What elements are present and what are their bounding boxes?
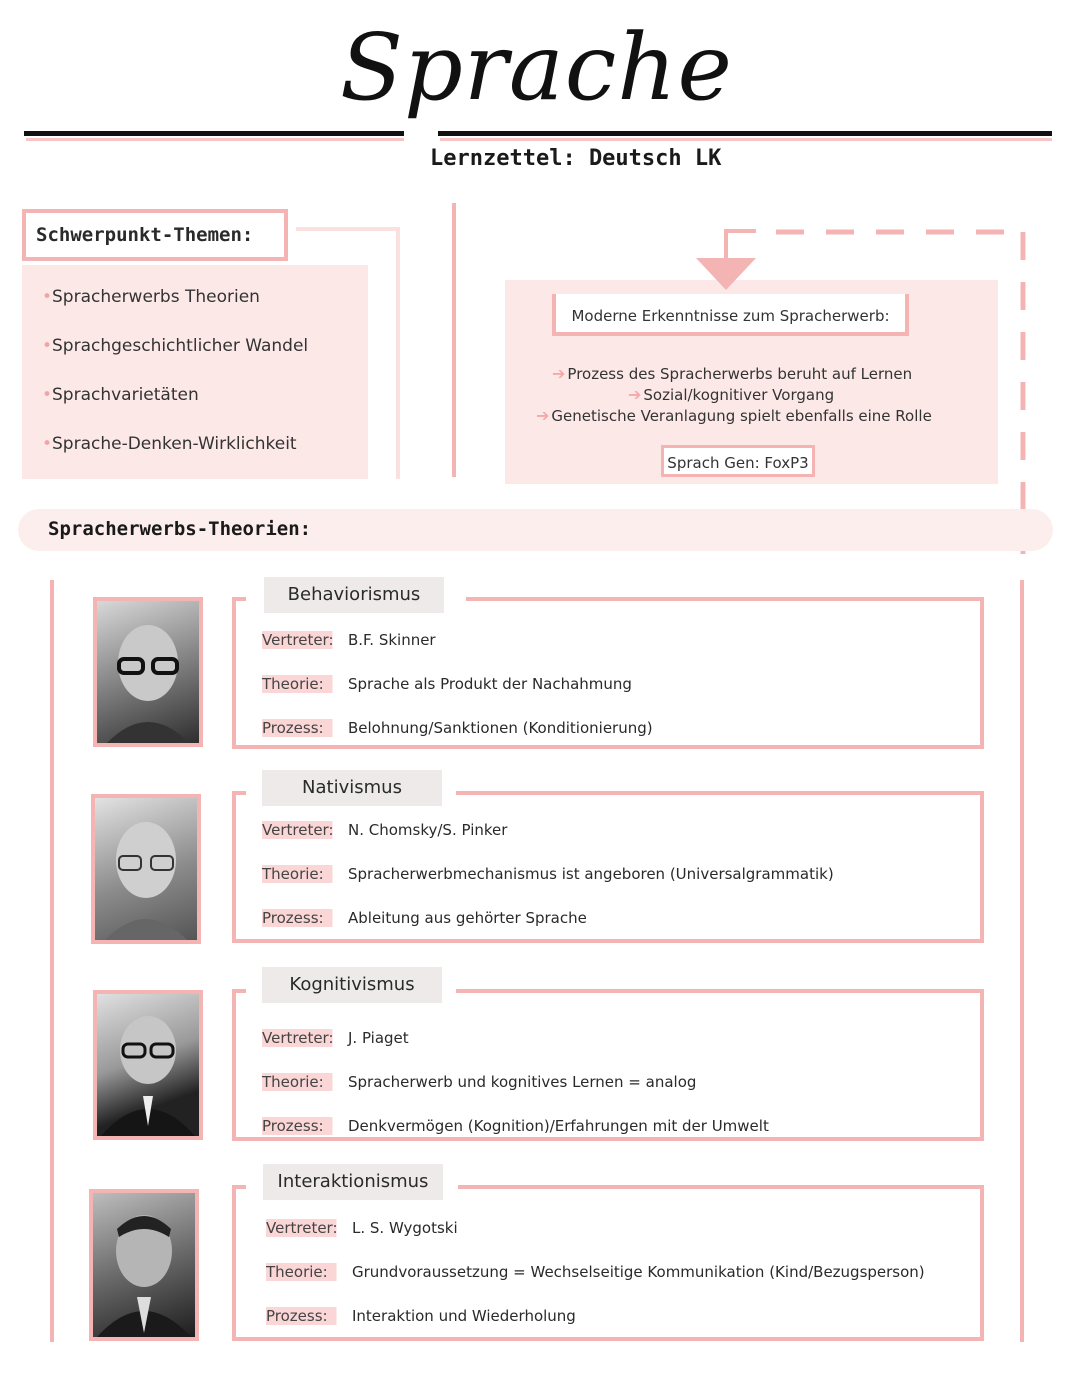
theorie-row: Theorie: Sprache als Produkt der Nachahmung bbox=[262, 675, 632, 693]
portrait-wygotski bbox=[89, 1189, 199, 1341]
knowledge-line: ➔ Genetische Veranlagung spielt ebenfalls eine Rolle bbox=[536, 406, 932, 425]
theorie-row: Theorie: Spracherwerbmechanismus ist angeboren (Universalgrammatik) bbox=[262, 865, 834, 883]
theory-tab: Nativismus bbox=[262, 770, 442, 806]
person-icon bbox=[93, 1193, 195, 1337]
topic-item: • Sprache-Denken-Wirklichkeit bbox=[52, 434, 297, 454]
vertreter-row: Vertreter: N. Chomsky/S. Pinker bbox=[262, 821, 508, 839]
topic-item: • Sprachgeschichtlicher Wandel bbox=[52, 336, 308, 356]
column-divider bbox=[452, 203, 456, 477]
right-rail bbox=[1020, 580, 1024, 1342]
topics-list bbox=[22, 265, 368, 479]
person-icon bbox=[95, 798, 197, 940]
header-line-shadow-right bbox=[440, 138, 1052, 141]
topics-deco-line bbox=[296, 227, 396, 231]
theory-card-behaviorismus bbox=[232, 597, 984, 749]
arrow-right-icon: ➔ bbox=[628, 385, 642, 404]
theory-tab: Interaktionismus bbox=[263, 1164, 443, 1200]
prozess-row: Prozess: Belohnung/Sanktionen (Konditionierung) bbox=[262, 719, 653, 737]
theory-tab: Behaviorismus bbox=[264, 577, 444, 613]
knowledge-heading: Moderne Erkenntnisse zum Spracherwerb: bbox=[552, 294, 909, 336]
prozess-row: Prozess: Ableitung aus gehörter Sprache bbox=[262, 909, 587, 927]
page-subtitle: Lernzettel: Deutsch LK bbox=[430, 146, 722, 171]
vertreter-row: Vertreter: B.F. Skinner bbox=[262, 631, 436, 649]
prozess-row: Prozess: Denkvermögen (Kognition)/Erfahrungen mit der Umwelt bbox=[262, 1117, 769, 1135]
section-heading: Spracherwerbs-Theorien: bbox=[48, 518, 312, 540]
down-arrow-icon bbox=[696, 258, 756, 292]
topic-item: • Sprachvarietäten bbox=[52, 385, 199, 405]
arrow-right-icon: ➔ bbox=[536, 406, 550, 425]
person-icon bbox=[97, 994, 199, 1136]
theory-card-nativismus bbox=[232, 791, 984, 943]
arrow-right-icon: ➔ bbox=[552, 364, 566, 383]
header-line-left bbox=[24, 131, 404, 136]
portrait-chomsky bbox=[91, 794, 201, 944]
person-icon bbox=[97, 601, 199, 743]
knowledge-arrow-stem bbox=[724, 229, 728, 261]
header-line-right bbox=[438, 131, 1052, 136]
knowledge-arrow-top bbox=[724, 229, 756, 233]
portrait-piaget bbox=[93, 990, 203, 1140]
prozess-row: Prozess: Interaktion und Wiederholung bbox=[266, 1307, 576, 1325]
topic-item: • Spracherwerbs Theorien bbox=[52, 287, 260, 307]
theorie-row: Theorie: Grundvoraussetzung = Wechselseitige Kommunikation (Kind/Bezugsperson) bbox=[266, 1263, 925, 1281]
knowledge-line: ➔ Sozial/kognitiver Vorgang bbox=[628, 385, 835, 404]
theory-card-kognitivismus bbox=[232, 989, 984, 1141]
topics-deco-vline bbox=[396, 227, 400, 479]
vertreter-row: Vertreter: J. Piaget bbox=[262, 1029, 409, 1047]
theory-tab: Kognitivismus bbox=[262, 967, 442, 1003]
topics-heading: Schwerpunkt-Themen: bbox=[22, 209, 288, 261]
portrait-skinner bbox=[93, 597, 203, 747]
header-line-shadow-left bbox=[26, 138, 404, 141]
page-title: Sprache bbox=[340, 14, 733, 121]
knowledge-line: ➔ Prozess des Spracherwerbs beruht auf Lernen bbox=[552, 364, 913, 383]
vertreter-row: Vertreter: L. S. Wygotski bbox=[266, 1219, 458, 1237]
gene-box: Sprach Gen: FoxP3 bbox=[661, 445, 815, 477]
left-rail bbox=[50, 580, 54, 1342]
theorie-row: Theorie: Spracherwerb und kognitives Lernen = analog bbox=[262, 1073, 697, 1091]
theory-card-interaktionismus bbox=[232, 1185, 984, 1341]
